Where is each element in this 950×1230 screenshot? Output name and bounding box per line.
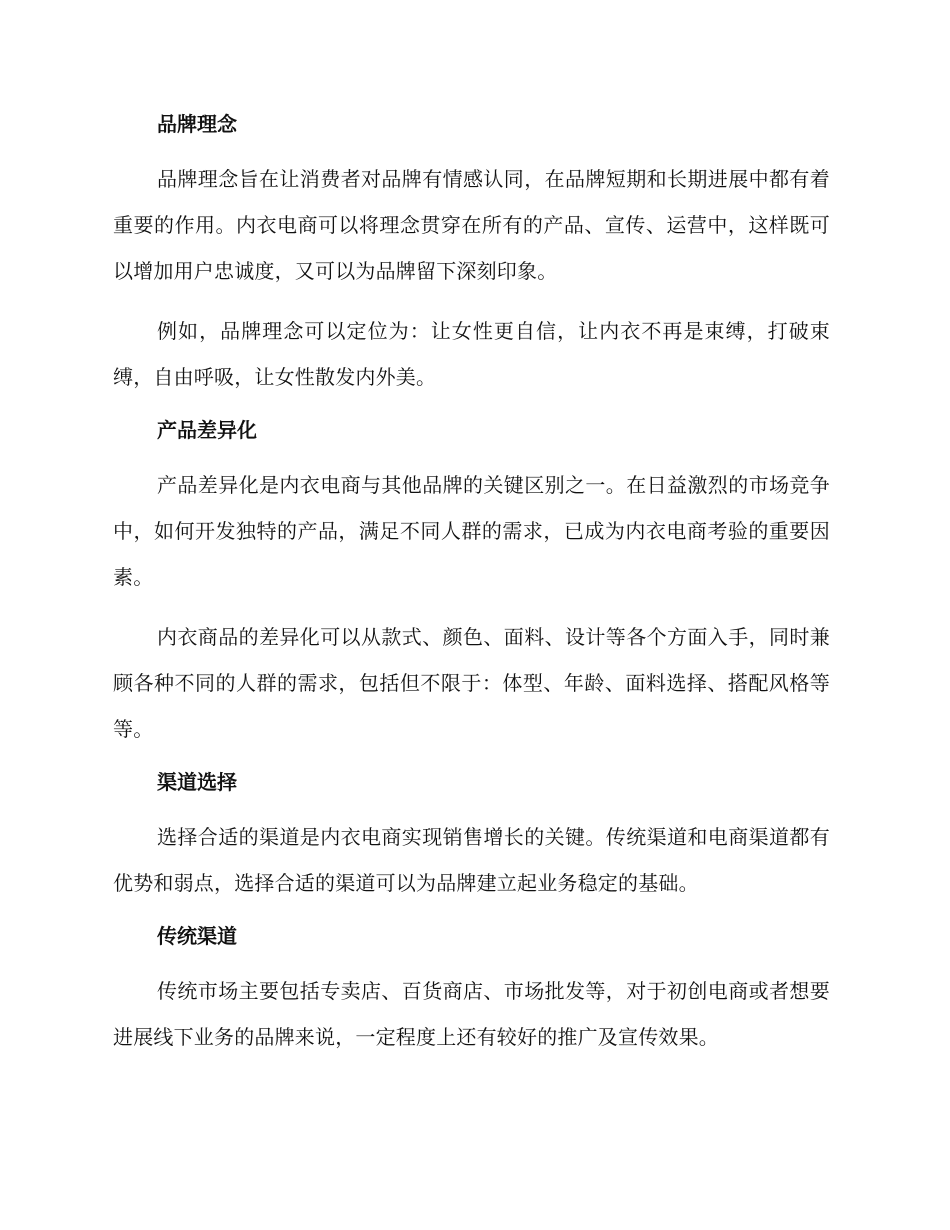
section-heading: 产品差异化 [157, 418, 257, 442]
section-heading: 品牌理念 [157, 112, 237, 136]
section-brand-concept [113, 108, 830, 400]
section-channel-selection [113, 766, 830, 906]
paragraph: 传统市场主要包括专卖店、百货商店、市场批发等，对于初创电商或者想要进展线下业务的品牌来说，一定程度上还有较好的推广及宣传效果。 [113, 979, 830, 1049]
section-heading: 传统渠道 [157, 924, 237, 948]
paragraph: 品牌理念旨在让消费者对品牌有情感认同，在品牌短期和长期进展中都有着重要的作用。内衣电商可以将理念贯穿在所有的产品、宣传、运营中，这样既可以增加用户忠诚度，又可以为品牌留下深刻印象。 [113, 167, 830, 283]
paragraph: 选择合适的渠道是内衣电商实现销售增长的关键。传统渠道和电商渠道都有优势和弱点，选择合适的渠道可以为品牌建立起业务稳定的基础。 [113, 825, 830, 895]
paragraph: 产品差异化是内衣电商与其他品牌的关键区别之一。在日益激烈的市场竞争中，如何开发独特的产品，满足不同人群的需求，已成为内衣电商考验的重要因素。 [113, 473, 830, 589]
document-page [113, 108, 830, 1074]
section-product-differentiation [113, 414, 830, 752]
section-traditional-channel [113, 920, 830, 1060]
paragraph: 内衣商品的差异化可以从款式、颜色、面料、设计等各个方面入手，同时兼顾各种不同的人群的需求，包括但不限于：体型、年龄、面料选择、搭配风格等等。 [113, 625, 830, 741]
section-heading: 渠道选择 [157, 770, 237, 794]
paragraph: 例如，品牌理念可以定位为：让女性更自信，让内衣不再是束缚，打破束缚，自由呼吸，让女性散发内外美。 [113, 319, 830, 389]
